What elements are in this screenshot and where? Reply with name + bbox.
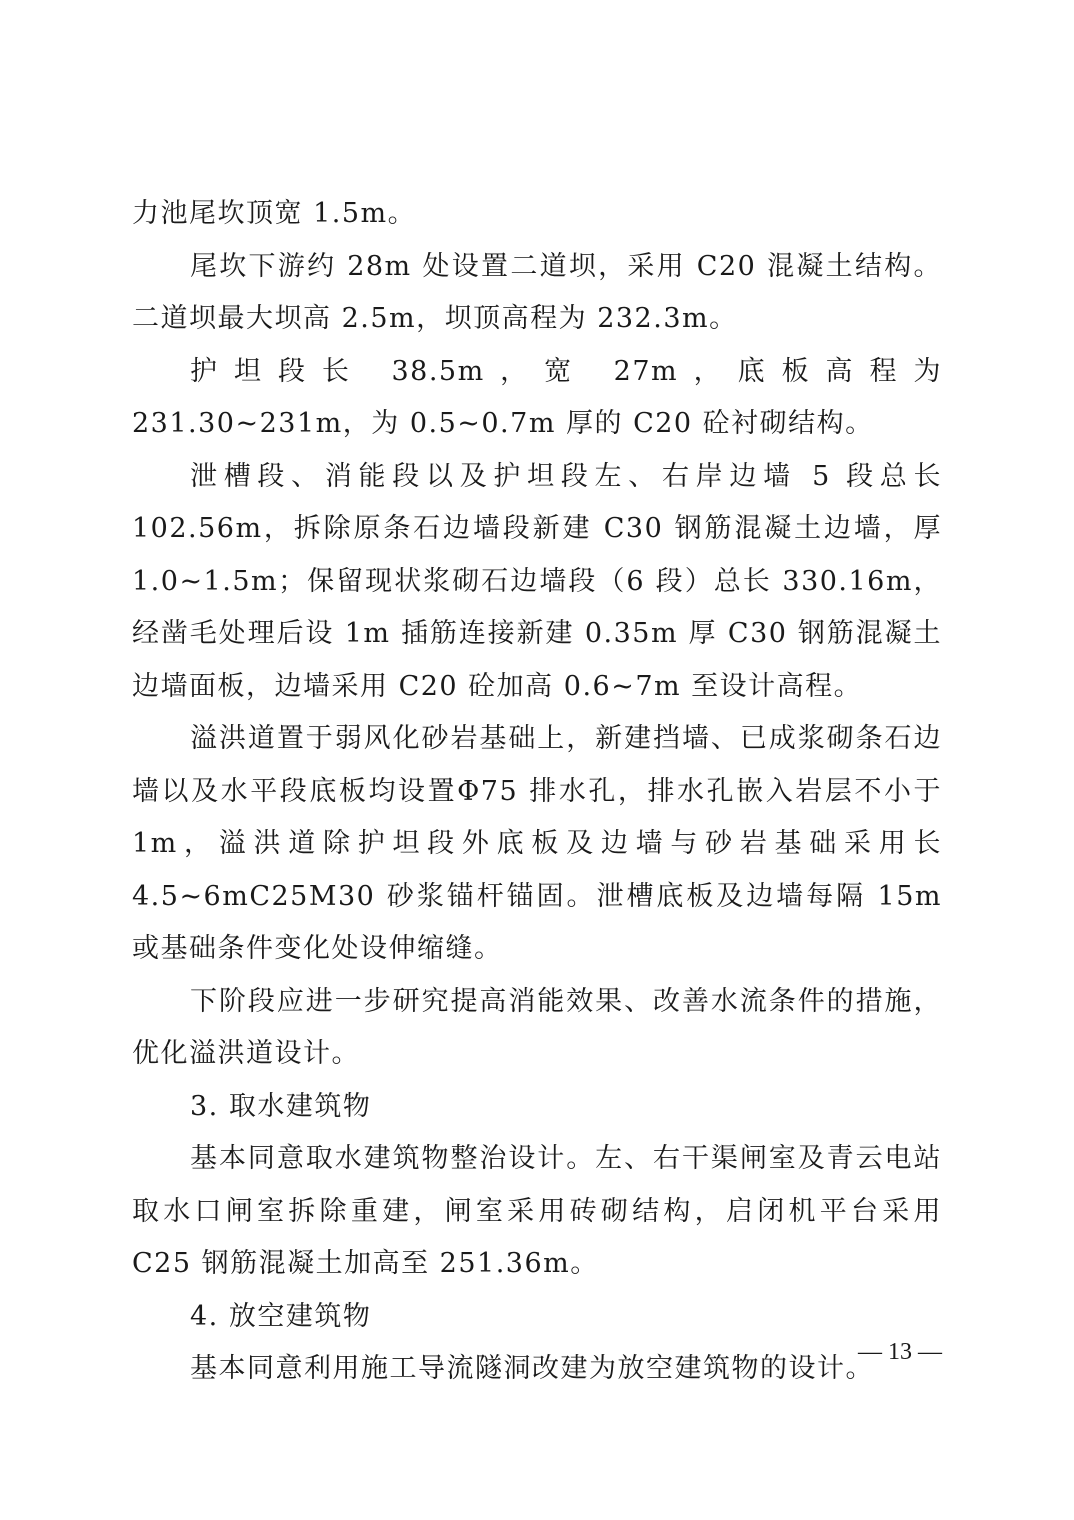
heading-intake-structures: 3. 取水建筑物 bbox=[190, 1090, 372, 1122]
page-number: — 13 — bbox=[858, 1339, 942, 1365]
body-text bbox=[132, 188, 942, 1396]
paragraph-spillway-foundation: 溢洪道置于弱风化砂岩基础上，新建挡墙、已成浆砌条石边墙以及水平段底板均设置Φ75 排水孔，排水孔嵌入岩层不小于 1m，溢洪道除护坦段外底板及边墙与砂岩基础采用长 4.5~6mC25M30 砂浆锚杆锚固。泄槽底板及边墙每隔 15m 或基础条件变化处设伸缩缝。 bbox=[132, 723, 942, 964]
paragraph-stilling-basin-end: 力池尾坎顶宽 1.5m。 bbox=[132, 198, 417, 229]
paragraph-apron-section: 护坦段长 38.5m，宽 27m，底板高程为 231.30~231m，为 0.5~0.7m 厚的 C20 砼衬砌结构。 bbox=[132, 355, 942, 439]
paragraph-secondary-dam: 尾坎下游约 28m 处设置二道坝，采用 C20 混凝土结构。二道坝最大坝高 2.5m，坝顶高程为 232.3m。 bbox=[132, 250, 942, 334]
paragraph-side-walls: 泄槽段、消能段以及护坦段左、右岸边墙 5 段总长 102.56m，拆除原条石边墙段新建 C30 钢筋混凝土边墙，厚 1.0~1.5m；保留现状浆砌石边墙段（6 段）总长 330.16m，经凿毛处理后设 1m 插筋连接新建 0.35m 厚 C30 钢筋混凝土边墙面板，边墙采用 C20 砼加高 0.6~7m 至设计高程。 bbox=[132, 460, 942, 702]
paragraph-drawdown-structures: 基本同意利用施工导流隧洞改建为放空建筑物的设计。 bbox=[190, 1353, 874, 1384]
paragraph-intake-structures: 基本同意取水建筑物整治设计。左、右干渠闸室及青云电站取水口闸室拆除重建，闸室采用砖砌结构，启闭机平台采用 C25 钢筋混凝土加高至 251.36m。 bbox=[132, 1143, 942, 1279]
heading-drawdown-structures: 4. 放空建筑物 bbox=[190, 1300, 372, 1332]
paragraph-next-stage: 下阶段应进一步研究提高消能效果、改善水流条件的措施，优化溢洪道设计。 bbox=[132, 985, 942, 1069]
